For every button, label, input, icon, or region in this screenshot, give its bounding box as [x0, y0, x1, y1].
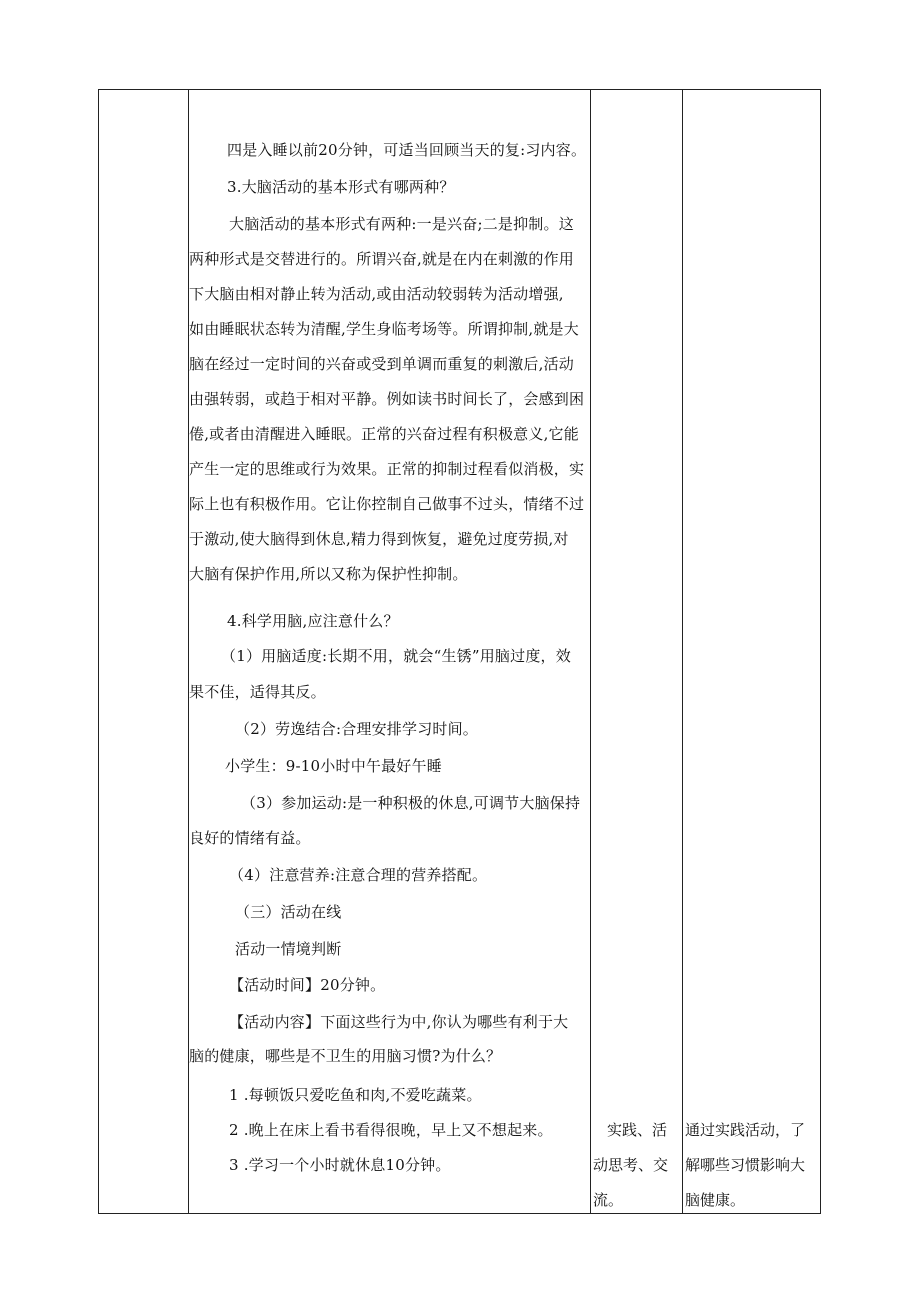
question-heading: 4.科学用脑,应注意什么？: [227, 612, 399, 630]
text-line: （2）劳逸结合:合理安排学习时间。: [235, 720, 478, 738]
text-line: 大脑活动的基本形式有两种:一是兴奋;二是抑制。这: [229, 215, 574, 233]
activity-content: 【活动内容】下面这些行为中,你认为哪些有利于大: [229, 1013, 569, 1031]
activity-time: 【活动时间】20分钟。: [229, 976, 386, 994]
text-line: （4）注意营养:注意合理的营养搭配。: [229, 866, 488, 884]
text-line: 如由睡眠状态转为清醒,学生身临考场等。所谓抑制,就是大: [189, 320, 579, 338]
text-line: 四是入睡以前20分钟，可适当回顾当天的复:习内容。: [227, 141, 587, 159]
text-line: 倦,或者由清醒进入睡眠。正常的兴奋过程有积极意义,它能: [189, 425, 579, 443]
section-heading: （三）活动在线: [235, 903, 342, 921]
column-divider: [682, 90, 683, 1213]
design-intent-cell: [685, 90, 815, 1213]
text-line: （3）参加运动:是一种积极的休息,可调节大脑保持: [241, 794, 581, 812]
intent-line: 解哪些习惯影响大: [685, 1156, 806, 1174]
text-line: 两种形式是交替进行的。所谓兴奋,就是在内在刺激的作用: [189, 250, 574, 268]
intent-line: 通过实践活动，了: [685, 1121, 806, 1139]
text-line: 脑在经过一定时间的兴奋或受到单调而重复的刺激后,活动: [189, 355, 574, 373]
intent-line: 脑健康。: [685, 1191, 746, 1209]
question-heading: 3.大脑活动的基本形式有哪两种？: [227, 178, 455, 196]
text-line: （1）用脑适度:长期不用，就会“生锈”用脑过度，效: [221, 647, 571, 665]
text-line: 际上也有积极作用。它让你控制自己做事不过头，情绪不过: [189, 495, 585, 513]
method-line: 流。: [593, 1191, 624, 1209]
text-line: 产生一定的思维或行为效果。正常的抑制过程看似消极，实: [189, 460, 585, 478]
method-line: 动思考、交: [593, 1156, 669, 1174]
text-line: 下大脑由相对静止转为活动,或由活动较弱转为活动增强,: [189, 285, 564, 303]
teaching-content-cell: [189, 90, 591, 1213]
activity-title: 活动一情境判断: [235, 940, 342, 958]
text-line: 良好的情绪有益。: [189, 829, 311, 847]
list-item: 2 .晚上在床上看书看得很晚，早上又不想起来。: [229, 1121, 553, 1139]
method-line: 实践、活: [607, 1121, 668, 1139]
text-line: 小学生：9-10小时中午最好午睡: [225, 757, 442, 775]
text-line: 于激动,使大脑得到休息,精力得到恢复，避免过度劳损,对: [189, 530, 569, 548]
text-line: 由强转弱，或趋于相对平静。例如读书时间长了，会感到困: [189, 390, 585, 408]
text-line: 果不佳，适得其反。: [189, 683, 326, 701]
text-line: 脑的健康，哪些是不卫生的用脑习惯?为什么？: [189, 1047, 502, 1065]
lesson-table: [98, 89, 821, 1214]
text-line: 大脑有保护作用,所以又称为保护性抑制。: [189, 565, 468, 583]
list-item: 1 .每顿饭只爱吃鱼和肉,不爱吃蔬菜。: [229, 1086, 482, 1104]
method-cell: [593, 90, 681, 1213]
list-item: 3 .学习一个小时就休息10分钟。: [229, 1156, 451, 1174]
